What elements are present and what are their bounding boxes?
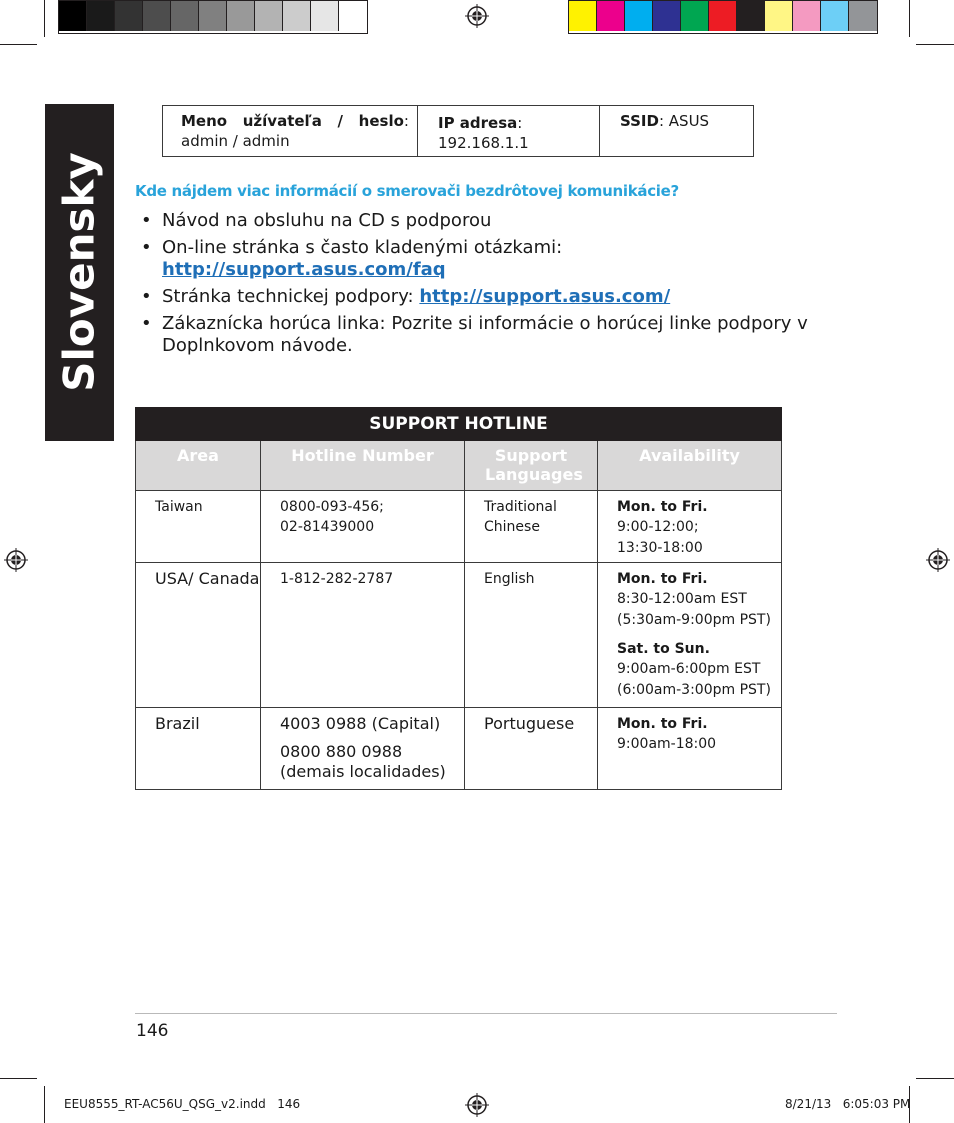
availability-days: Mon. to Fri. — [617, 716, 708, 732]
list-item — [135, 237, 835, 281]
hotline-number: 0800-093-456; — [280, 499, 384, 515]
column-header: Support Languages — [465, 441, 598, 491]
crop-mark — [0, 1078, 37, 1079]
area-cell: Brazil — [136, 708, 261, 790]
table-row — [136, 708, 782, 790]
bullet-icon: • — [141, 286, 152, 307]
bullet-icon: • — [141, 237, 152, 258]
username-password-value: admin / admin — [181, 132, 290, 150]
column-header: Hotline Number — [261, 441, 465, 491]
support-hotline-table — [135, 407, 782, 790]
color-swatch — [709, 1, 737, 31]
availability-hours: 9:00-12:00; — [617, 519, 699, 535]
faq-link[interactable]: http://support.asus.com/faq — [162, 259, 446, 280]
registration-mark-icon — [4, 548, 28, 572]
table-title: SUPPORT HOTLINE — [136, 408, 782, 441]
availability-cell — [598, 563, 782, 708]
crop-mark — [44, 0, 45, 37]
bullet-icon: • — [141, 313, 152, 334]
availability-hours: 9:00am-18:00 — [617, 736, 717, 752]
gray-swatch — [59, 1, 87, 31]
bullet-text: Návod na obsluhu na CD s podporou — [162, 210, 492, 231]
language-side-tab — [45, 104, 114, 441]
area-cell: Taiwan — [136, 491, 261, 563]
page-number: 146 — [136, 1021, 169, 1041]
ssid-value: ASUS — [668, 112, 710, 130]
crop-mark — [0, 44, 37, 45]
color-swatch — [793, 1, 821, 31]
registration-mark-icon — [465, 1093, 489, 1117]
hotline-number-cell — [261, 491, 465, 563]
gray-swatch — [171, 1, 199, 31]
print-slug-timestamp: 8/21/13 6:05:03 PM — [785, 1097, 911, 1111]
footer-divider — [135, 1013, 837, 1014]
username-password-label: Meno užívateľa / heslo — [181, 112, 404, 130]
availability-cell — [598, 708, 782, 790]
hotline-number: 4003 0988 (Capital) — [280, 714, 441, 733]
language-cell — [465, 708, 598, 790]
print-slug-filename: EEU8555_RT-AC56U_QSG_v2.indd 146 — [64, 1097, 301, 1111]
color-swatch — [597, 1, 625, 31]
availability-days: Mon. to Fri. — [617, 571, 708, 587]
color-swatch — [681, 1, 709, 31]
language-line: Portuguese — [484, 714, 575, 733]
gray-swatch — [115, 1, 143, 31]
color-swatch — [569, 1, 597, 31]
process-color-bar — [568, 0, 878, 34]
gray-swatch — [227, 1, 255, 31]
hotline-number-cell — [261, 563, 465, 708]
language-line: English — [484, 571, 535, 587]
availability-days: Sat. to Sun. — [617, 641, 710, 657]
availability-hours: (6:00am-3:00pm PST) — [617, 682, 771, 698]
ip-address-value: 192.168.1.1 — [438, 134, 529, 152]
color-swatch — [625, 1, 653, 31]
gray-swatch — [255, 1, 283, 31]
table-row — [136, 491, 782, 563]
gray-swatch — [87, 1, 115, 31]
info-bullet-list — [135, 210, 835, 362]
color-swatch — [653, 1, 681, 31]
registration-mark-icon — [465, 4, 489, 28]
side-tab-label: Slovensky — [54, 152, 104, 392]
crop-mark — [44, 1086, 45, 1123]
availability-hours: 9:00am-6:00pm EST — [617, 661, 761, 677]
bullet-text: Stránka technickej podpory: — [162, 286, 420, 307]
ip-address-cell: IP adresa: 192.168.1.1 — [418, 106, 600, 156]
color-swatch — [821, 1, 849, 31]
gray-swatch — [311, 1, 339, 31]
color-swatch — [849, 1, 877, 31]
availability-cell — [598, 491, 782, 563]
bullet-text: Zákaznícka horúca linka: Pozrite si informácie o horúcej linke podpory v Doplnkovom návode. — [162, 313, 808, 356]
hotline-number: 1-812-282-2787 — [280, 571, 394, 587]
language-line: Chinese — [484, 519, 540, 535]
language-cell — [465, 491, 598, 563]
availability-hours: 8:30-12:00am EST — [617, 591, 747, 607]
registration-mark-icon — [926, 548, 950, 572]
gray-swatch — [143, 1, 171, 31]
table-row — [136, 563, 782, 708]
availability-hours: 13:30-18:00 — [617, 540, 703, 556]
hotline-number: 02-81439000 — [280, 519, 375, 535]
bullet-icon: • — [141, 210, 152, 231]
gray-swatch — [199, 1, 227, 31]
ssid-label: SSID — [620, 112, 659, 130]
bullet-text: On-line stránka s často kladenými otázkami: — [162, 237, 563, 258]
list-item — [135, 286, 835, 308]
support-site-link[interactable]: http://support.asus.com/ — [419, 286, 671, 307]
color-swatch — [737, 1, 765, 31]
language-line: Traditional — [484, 499, 557, 515]
table-header-row — [136, 441, 782, 491]
crop-mark — [916, 44, 954, 45]
color-swatch — [765, 1, 793, 31]
username-password-cell: Meno užívateľa / heslo: admin / admin — [163, 106, 418, 156]
list-item — [135, 313, 835, 357]
gray-swatch — [283, 1, 311, 31]
more-info-heading: Kde nájdem viac informácií o smerovači bezdrôtovej komunikácie? — [135, 182, 679, 200]
column-header: Availability — [598, 441, 782, 491]
hotline-number-cell — [261, 708, 465, 790]
ssid-cell: SSID: ASUS — [620, 112, 710, 130]
availability-hours: (5:30am-9:00pm PST) — [617, 612, 771, 628]
crop-mark — [916, 1078, 954, 1079]
gray-color-bar — [58, 0, 368, 34]
availability-days: Mon. to Fri. — [617, 499, 708, 515]
table-title-row — [136, 408, 782, 441]
area-cell: USA/ Canada — [136, 563, 261, 708]
hotline-number: 0800 880 0988 (demais localidades) — [280, 742, 446, 781]
language-cell — [465, 563, 598, 708]
gray-swatch — [339, 1, 367, 31]
crop-mark — [909, 0, 910, 37]
column-header: Area — [136, 441, 261, 491]
list-item — [135, 210, 835, 232]
ip-address-label: IP adresa — [438, 114, 518, 132]
login-credentials-table — [162, 105, 754, 157]
